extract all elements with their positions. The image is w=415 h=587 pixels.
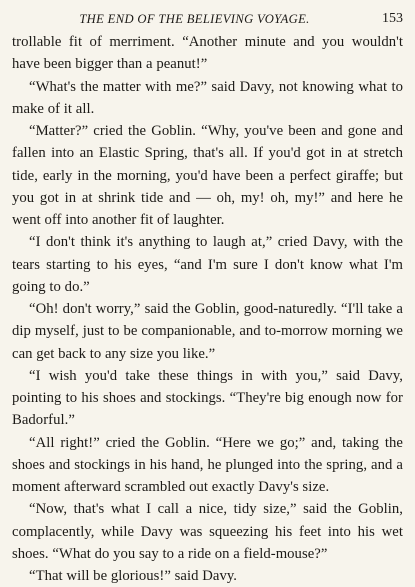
paragraph: “I wish you'd take these things in with you,” said Davy, pointing to his shoes and stockings. “They're big enough now for Badorful.” <box>12 367 403 429</box>
paragraph: “Oh! don't worry,” said the Goblin, good-naturedly. “I'll take a dip myself, just to be companionable, and to-morrow morning we can get back to any size you like.” <box>12 301 403 362</box>
page-number: 153 <box>382 11 403 26</box>
paragraph: trollable fit of merriment. “Another minute and you wouldn't have been bigger than a peanut!” <box>12 34 403 73</box>
paragraph: “Now, that's what I call a nice, tidy size,” said the Goblin, complacently, while Davy was squeezing his feet into his wet shoes. “What do you say to a ride on a field-mouse?” <box>12 501 403 562</box>
running-title: THE END OF THE BELIEVING VOYAGE. <box>79 12 310 26</box>
paragraph: “What's the matter with me?” said Davy, not knowing what to make of it all. <box>12 78 403 117</box>
paragraph: “That will be glorious!” said Davy. <box>29 568 237 584</box>
body-text <box>12 31 403 587</box>
paragraph: “I don't think it's anything to laugh at,” cried Davy, with the tears starting to his eyes, “and I'm sure I don't know what I'm going to do.” <box>12 234 403 295</box>
paragraph: “Matter?” cried the Goblin. “Why, you've been and gone and fallen into an Elastic Spring, that's all. If you'd got in at stretch tide, early in the morning, you'd have been a perfect giraffe; but you got in at shrink tide and — oh, my! oh, my!” and here he went off into another fit of laughter. <box>12 123 403 228</box>
paragraph: “All right!” cried the Goblin. “Here we go;” and, taking the shoes and stockings in his hand, he plunged into the spring, and a moment afterward scrambled out exactly Davy's size. <box>12 434 403 495</box>
running-header <box>12 7 403 31</box>
